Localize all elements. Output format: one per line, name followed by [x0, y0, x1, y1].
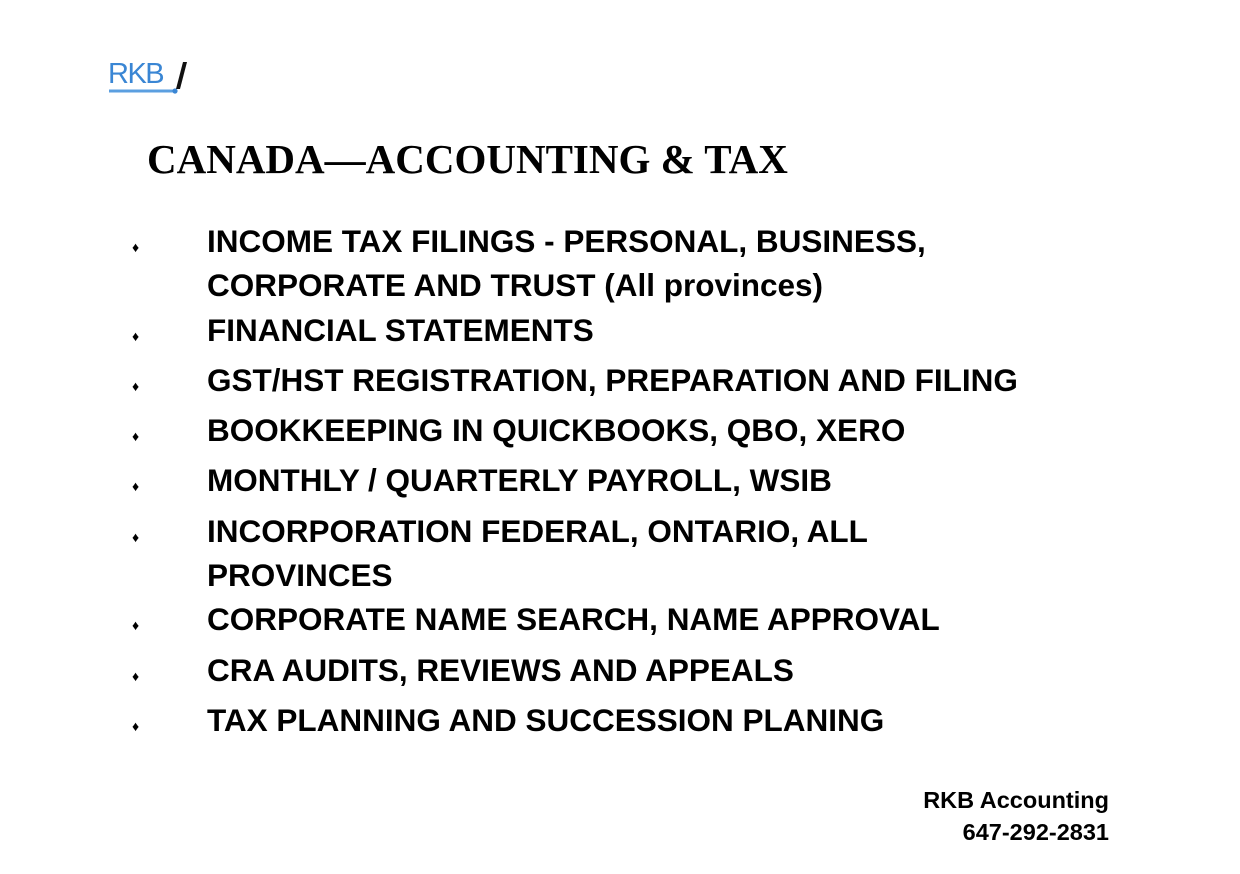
phone-number: 647-292-2831: [962, 819, 1109, 845]
service-text: CRA AUDITS, REVIEWS AND APPEALS: [207, 651, 794, 688]
diamond-bullet-icon: ♦: [132, 717, 140, 734]
rkb-logo-mark: [108, 56, 190, 96]
rkb-logo: [108, 56, 190, 96]
service-list: [132, 219, 1062, 748]
diamond-bullet-icon: ♦: [132, 528, 140, 545]
list-item: [132, 458, 1062, 508]
diamond-bullet-icon: ♦: [132, 239, 140, 255]
list-item: [132, 698, 1062, 748]
list-item: [132, 408, 1062, 458]
diamond-bullet-icon: ♦: [132, 327, 140, 344]
service-text: MONTHLY / QUARTERLY PAYROLL, WSIB: [207, 462, 832, 499]
service-text: TAX PLANNING AND SUCCESSION PLANING: [207, 701, 885, 738]
list-item: [132, 597, 1062, 647]
service-text: INCORPORATION FEDERAL, ONTARIO, ALL PROVINCES: [207, 512, 868, 594]
list-item: [132, 308, 1062, 358]
diamond-bullet-icon: ♦: [132, 478, 140, 495]
service-text: GST/HST REGISTRATION, PREPARATION AND FILING: [207, 361, 1018, 398]
service-text: CORPORATE NAME SEARCH, NAME APPROVAL: [207, 601, 940, 638]
diamond-bullet-icon: ♦: [132, 667, 140, 684]
service-text: INCOME TAX FILINGS - PERSONAL, BUSINESS, CORPORATE AND TRUST (All provinces): [207, 223, 926, 304]
service-text: FINANCIAL STATEMENTS: [207, 311, 594, 348]
list-item: [132, 509, 1062, 598]
svg-text:RKB: RKB: [108, 58, 164, 90]
page-title: CANADA—ACCOUNTING & TAX: [147, 136, 788, 182]
list-item: [132, 358, 1062, 408]
company-name: RKB Accounting: [923, 787, 1109, 813]
service-text: BOOKKEEPING IN QUICKBOOKS, QBO, XERO: [207, 412, 906, 449]
list-item: [132, 648, 1062, 698]
list-item: [132, 219, 1062, 308]
contact-footer: [923, 784, 1109, 848]
diamond-bullet-icon: ♦: [132, 428, 140, 445]
diamond-bullet-icon: ♦: [132, 617, 140, 634]
diamond-bullet-icon: ♦: [132, 377, 140, 394]
